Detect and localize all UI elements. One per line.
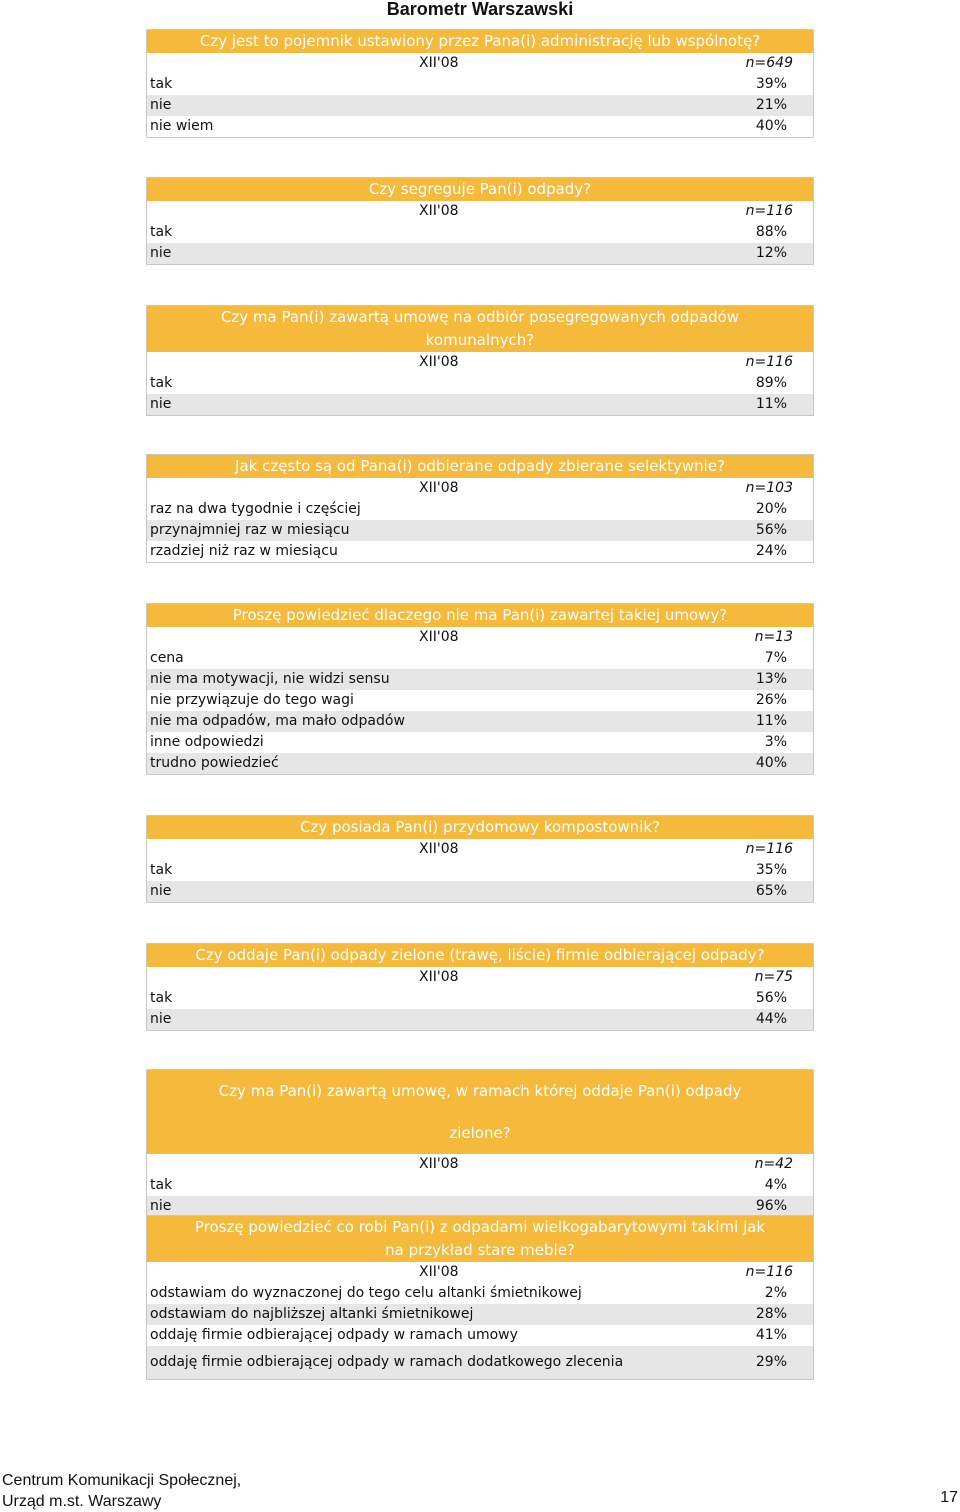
sample-size: n=75 <box>754 969 793 985</box>
table-row <box>147 394 813 415</box>
period-label: XII'08 <box>419 203 459 219</box>
table-row <box>147 1346 813 1379</box>
row-label: nie ma motywacji, nie widzi sensu <box>150 671 390 687</box>
row-value: 28% <box>755 1306 787 1322</box>
row-label: nie przywiązuje do tego wagi <box>150 692 354 708</box>
row-label: nie ma odpadów, ma mało odpadów <box>150 713 405 729</box>
question-header: Jak często są od Pana(i) odbierane odpady zbierane selektywnie? <box>147 455 813 478</box>
table-row <box>147 1325 813 1346</box>
row-value: 21% <box>755 97 787 113</box>
survey-table <box>146 29 814 138</box>
question-header: Proszę powiedzieć dlaczego nie ma Pan(i) zawartej takiej umowy? <box>147 604 813 627</box>
row-label: nie <box>150 396 172 412</box>
row-value: 56% <box>755 990 787 1006</box>
period-label: XII'08 <box>419 1264 459 1280</box>
table-row <box>147 1196 813 1217</box>
row-label: oddaję firmie odbierającej odpady w ramach umowy <box>150 1327 518 1343</box>
table-row <box>147 988 813 1009</box>
row-value: 4% <box>764 1177 787 1193</box>
table-row <box>147 116 813 137</box>
row-label: tak <box>150 1177 173 1193</box>
row-label: tak <box>150 375 173 391</box>
table-row <box>147 648 813 669</box>
table-row <box>147 520 813 541</box>
row-value: 2% <box>764 1285 787 1301</box>
table-row <box>147 690 813 711</box>
table-row <box>147 732 813 753</box>
row-value: 29% <box>755 1354 787 1370</box>
page-title: Barometr Warszawski <box>386 0 574 19</box>
row-value: 44% <box>755 1011 787 1027</box>
period-label: XII'08 <box>419 629 459 645</box>
survey-table <box>146 305 814 416</box>
row-value: 13% <box>755 671 787 687</box>
question-header: Czy ma Pan(i) zawartą umowę na odbiór posegregowanych odpadów komunalnych? <box>147 306 813 352</box>
column-header <box>147 352 813 373</box>
row-label: tak <box>150 990 173 1006</box>
row-label: nie <box>150 97 172 113</box>
row-label: tak <box>150 224 173 240</box>
row-label: tak <box>150 862 173 878</box>
row-value: 39% <box>755 76 787 92</box>
period-label: XII'08 <box>419 969 459 985</box>
row-value: 20% <box>755 501 787 517</box>
question-header: Czy oddaje Pan(i) odpady zielone (trawę, liście) firmie odbierającej odpady? <box>147 944 813 967</box>
row-label: trudno powiedzieć <box>150 755 279 771</box>
row-value: 3% <box>764 734 787 750</box>
survey-table <box>146 603 814 775</box>
question-header: Czy segreguje Pan(i) odpady? <box>147 178 813 201</box>
table-row <box>147 1175 813 1196</box>
table-row <box>147 860 813 881</box>
table-row <box>147 669 813 690</box>
table-row <box>147 74 813 95</box>
column-header <box>147 627 813 648</box>
row-value: 35% <box>755 862 787 878</box>
row-value: 24% <box>755 543 787 559</box>
table-row <box>147 243 813 264</box>
row-value: 40% <box>755 755 787 771</box>
sample-size: n=116 <box>745 841 793 857</box>
table-row <box>147 881 813 902</box>
row-label: nie wiem <box>150 118 214 134</box>
row-label: raz na dwa tygodnie i częściej <box>150 501 361 517</box>
row-label: nie <box>150 883 172 899</box>
row-label: odstawiam do najbliższej altanki śmietnikowej <box>150 1306 474 1322</box>
page-number: 17 <box>940 1489 958 1506</box>
row-value: 40% <box>755 118 787 134</box>
table-row <box>147 373 813 394</box>
question-header: Czy ma Pan(i) zawartą umowę, w ramach której oddaje Pan(i) odpady zielone? <box>147 1070 813 1154</box>
sample-size: n=116 <box>745 203 793 219</box>
table-row <box>147 541 813 562</box>
sample-size: n=649 <box>745 55 793 71</box>
row-label: odstawiam do wyznaczonej do tego celu altanki śmietnikowej <box>150 1285 582 1301</box>
column-header <box>147 201 813 222</box>
row-label: oddaję firmie odbierającej odpady w ramach dodatkowego zlecenia <box>150 1354 624 1370</box>
footer-office: Urząd m.st. Warszawy <box>2 1493 162 1510</box>
question-header: Czy posiada Pan(i) przydomowy kompostownik? <box>147 816 813 839</box>
table-row <box>147 711 813 732</box>
column-header <box>147 1262 813 1283</box>
column-header <box>147 839 813 860</box>
sample-size: n=13 <box>754 629 793 645</box>
survey-table <box>146 454 814 563</box>
period-label: XII'08 <box>419 841 459 857</box>
row-label: cena <box>150 650 184 666</box>
column-header <box>147 967 813 988</box>
column-header <box>147 53 813 74</box>
period-label: XII'08 <box>419 55 459 71</box>
row-label: nie <box>150 1198 172 1214</box>
row-value: 11% <box>755 713 787 729</box>
survey-table <box>146 177 814 265</box>
row-label: nie <box>150 245 172 261</box>
sample-size: n=103 <box>745 480 793 496</box>
row-value: 89% <box>755 375 787 391</box>
table-row <box>147 1283 813 1304</box>
column-header <box>147 1154 813 1175</box>
table-row <box>147 1009 813 1030</box>
period-label: XII'08 <box>419 480 459 496</box>
footer-institution: Centrum Komunikacji Społecznej, <box>2 1472 242 1489</box>
table-row <box>147 1304 813 1325</box>
row-value: 41% <box>755 1327 787 1343</box>
period-label: XII'08 <box>419 354 459 370</box>
table-row <box>147 222 813 243</box>
table-row <box>147 753 813 774</box>
row-value: 65% <box>755 883 787 899</box>
sample-size: n=42 <box>754 1156 793 1172</box>
row-value: 26% <box>755 692 787 708</box>
row-label: rzadziej niż raz w miesiącu <box>150 543 338 559</box>
survey-table <box>146 943 814 1031</box>
survey-table <box>146 815 814 903</box>
row-label: tak <box>150 76 173 92</box>
row-value: 96% <box>755 1198 787 1214</box>
row-value: 12% <box>755 245 787 261</box>
row-value: 11% <box>755 396 787 412</box>
sample-size: n=116 <box>745 1264 793 1280</box>
column-header <box>147 478 813 499</box>
row-value: 7% <box>764 650 787 666</box>
question-header: Czy jest to pojemnik ustawiony przez Pana(i) administrację lub wspólnotę? <box>147 30 813 53</box>
table-row <box>147 95 813 116</box>
row-label: inne odpowiedzi <box>150 734 264 750</box>
row-label: przynajmniej raz w miesiącu <box>150 522 350 538</box>
sample-size: n=116 <box>745 354 793 370</box>
survey-table <box>146 1215 814 1380</box>
row-value: 88% <box>755 224 787 240</box>
table-row <box>147 499 813 520</box>
survey-table <box>146 1069 814 1218</box>
question-header: Proszę powiedzieć co robi Pan(i) z odpadami wielkogabarytowymi takimi jak na przykład stare meble? <box>147 1216 813 1262</box>
row-value: 56% <box>755 522 787 538</box>
period-label: XII'08 <box>419 1156 459 1172</box>
row-label: nie <box>150 1011 172 1027</box>
